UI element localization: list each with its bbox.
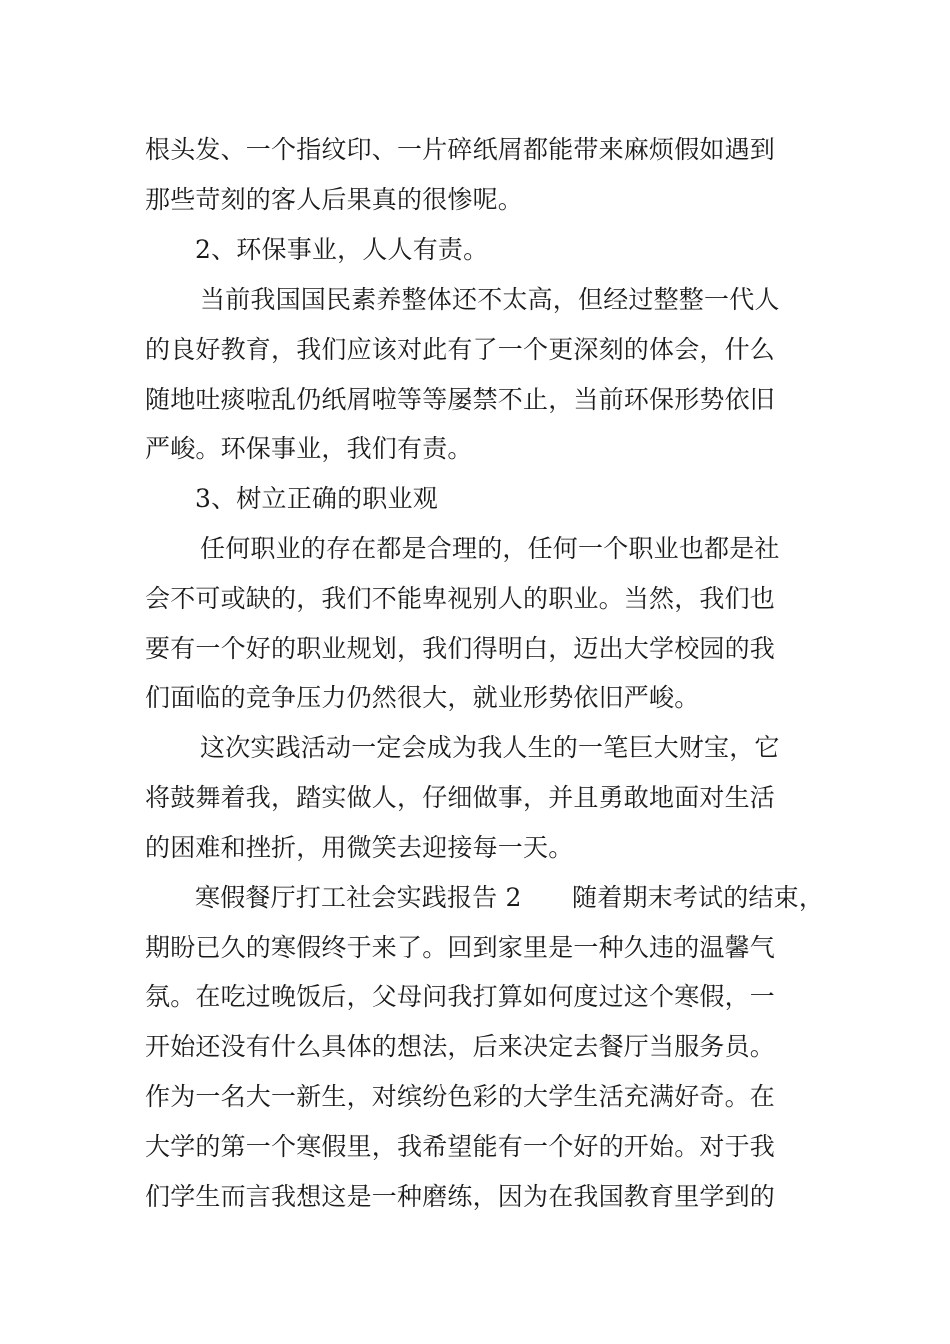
text-line: 的良好教育，我们应该对此有了一个更深刻的体会，什么 [145, 335, 776, 364]
text-line: 们面临的竞争压力仍然很大，就业形势依旧严峻。 [145, 683, 700, 712]
text-line: 会不可或缺的，我们不能卑视别人的职业。当然，我们也 [145, 584, 776, 613]
text-line: 随地吐痰啦乱仍纸屑啦等等屡禁不止，当前环保形势依旧 [145, 385, 776, 414]
text-line: 作为一名大一新生，对缤纷色彩的大学生活充满好奇。在 [145, 1082, 776, 1111]
text-line: 当前我国国民素养整体还不太高，但经过整整一代人 [200, 285, 780, 314]
text-line: 开始还没有什么具体的想法，后来决定去餐厅当服务员。 [145, 1032, 776, 1061]
text-line: 严峻。环保事业，我们有责。 [145, 434, 473, 463]
text-line: 们学生而言我想这是一种磨练，因为在我国教育里学到的 [145, 1182, 776, 1211]
text-line: 氛。在吃过晚饭后，父母问我打算如何度过这个寒假，一 [145, 982, 776, 1011]
report-title-line: 寒假餐厅打工社会实践报告 2 随着期末考试的结束， [195, 883, 825, 912]
text-line: 将鼓舞着我，踏实做人，仔细做事，并且勇敢地面对生活 [145, 783, 776, 812]
text-line: 任何职业的存在都是合理的，任何一个职业也都是社 [200, 534, 780, 563]
text-line: 的困难和挫折，用微笑去迎接每一天。 [145, 833, 574, 862]
text-line: 期盼已久的寒假终于来了。回到家里是一种久违的温馨气 [145, 933, 776, 962]
text-line: 这次实践活动一定会成为我人生的一笔巨大财宝，它 [200, 733, 780, 762]
text-line: 大学的第一个寒假里，我希望能有一个好的开始。对于我 [145, 1132, 776, 1161]
section-heading: 2、环保事业，人人有责。 [195, 235, 489, 264]
text-line: 根头发、一个指纹印、一片碎纸屑都能带来麻烦假如遇到 [145, 135, 776, 164]
text-line: 那些苛刻的客人后果真的很惨呢。 [145, 185, 524, 214]
text-line: 要有一个好的职业规划，我们得明白，迈出大学校园的我 [145, 634, 776, 663]
section-heading: 3、树立正确的职业观 [195, 484, 438, 513]
